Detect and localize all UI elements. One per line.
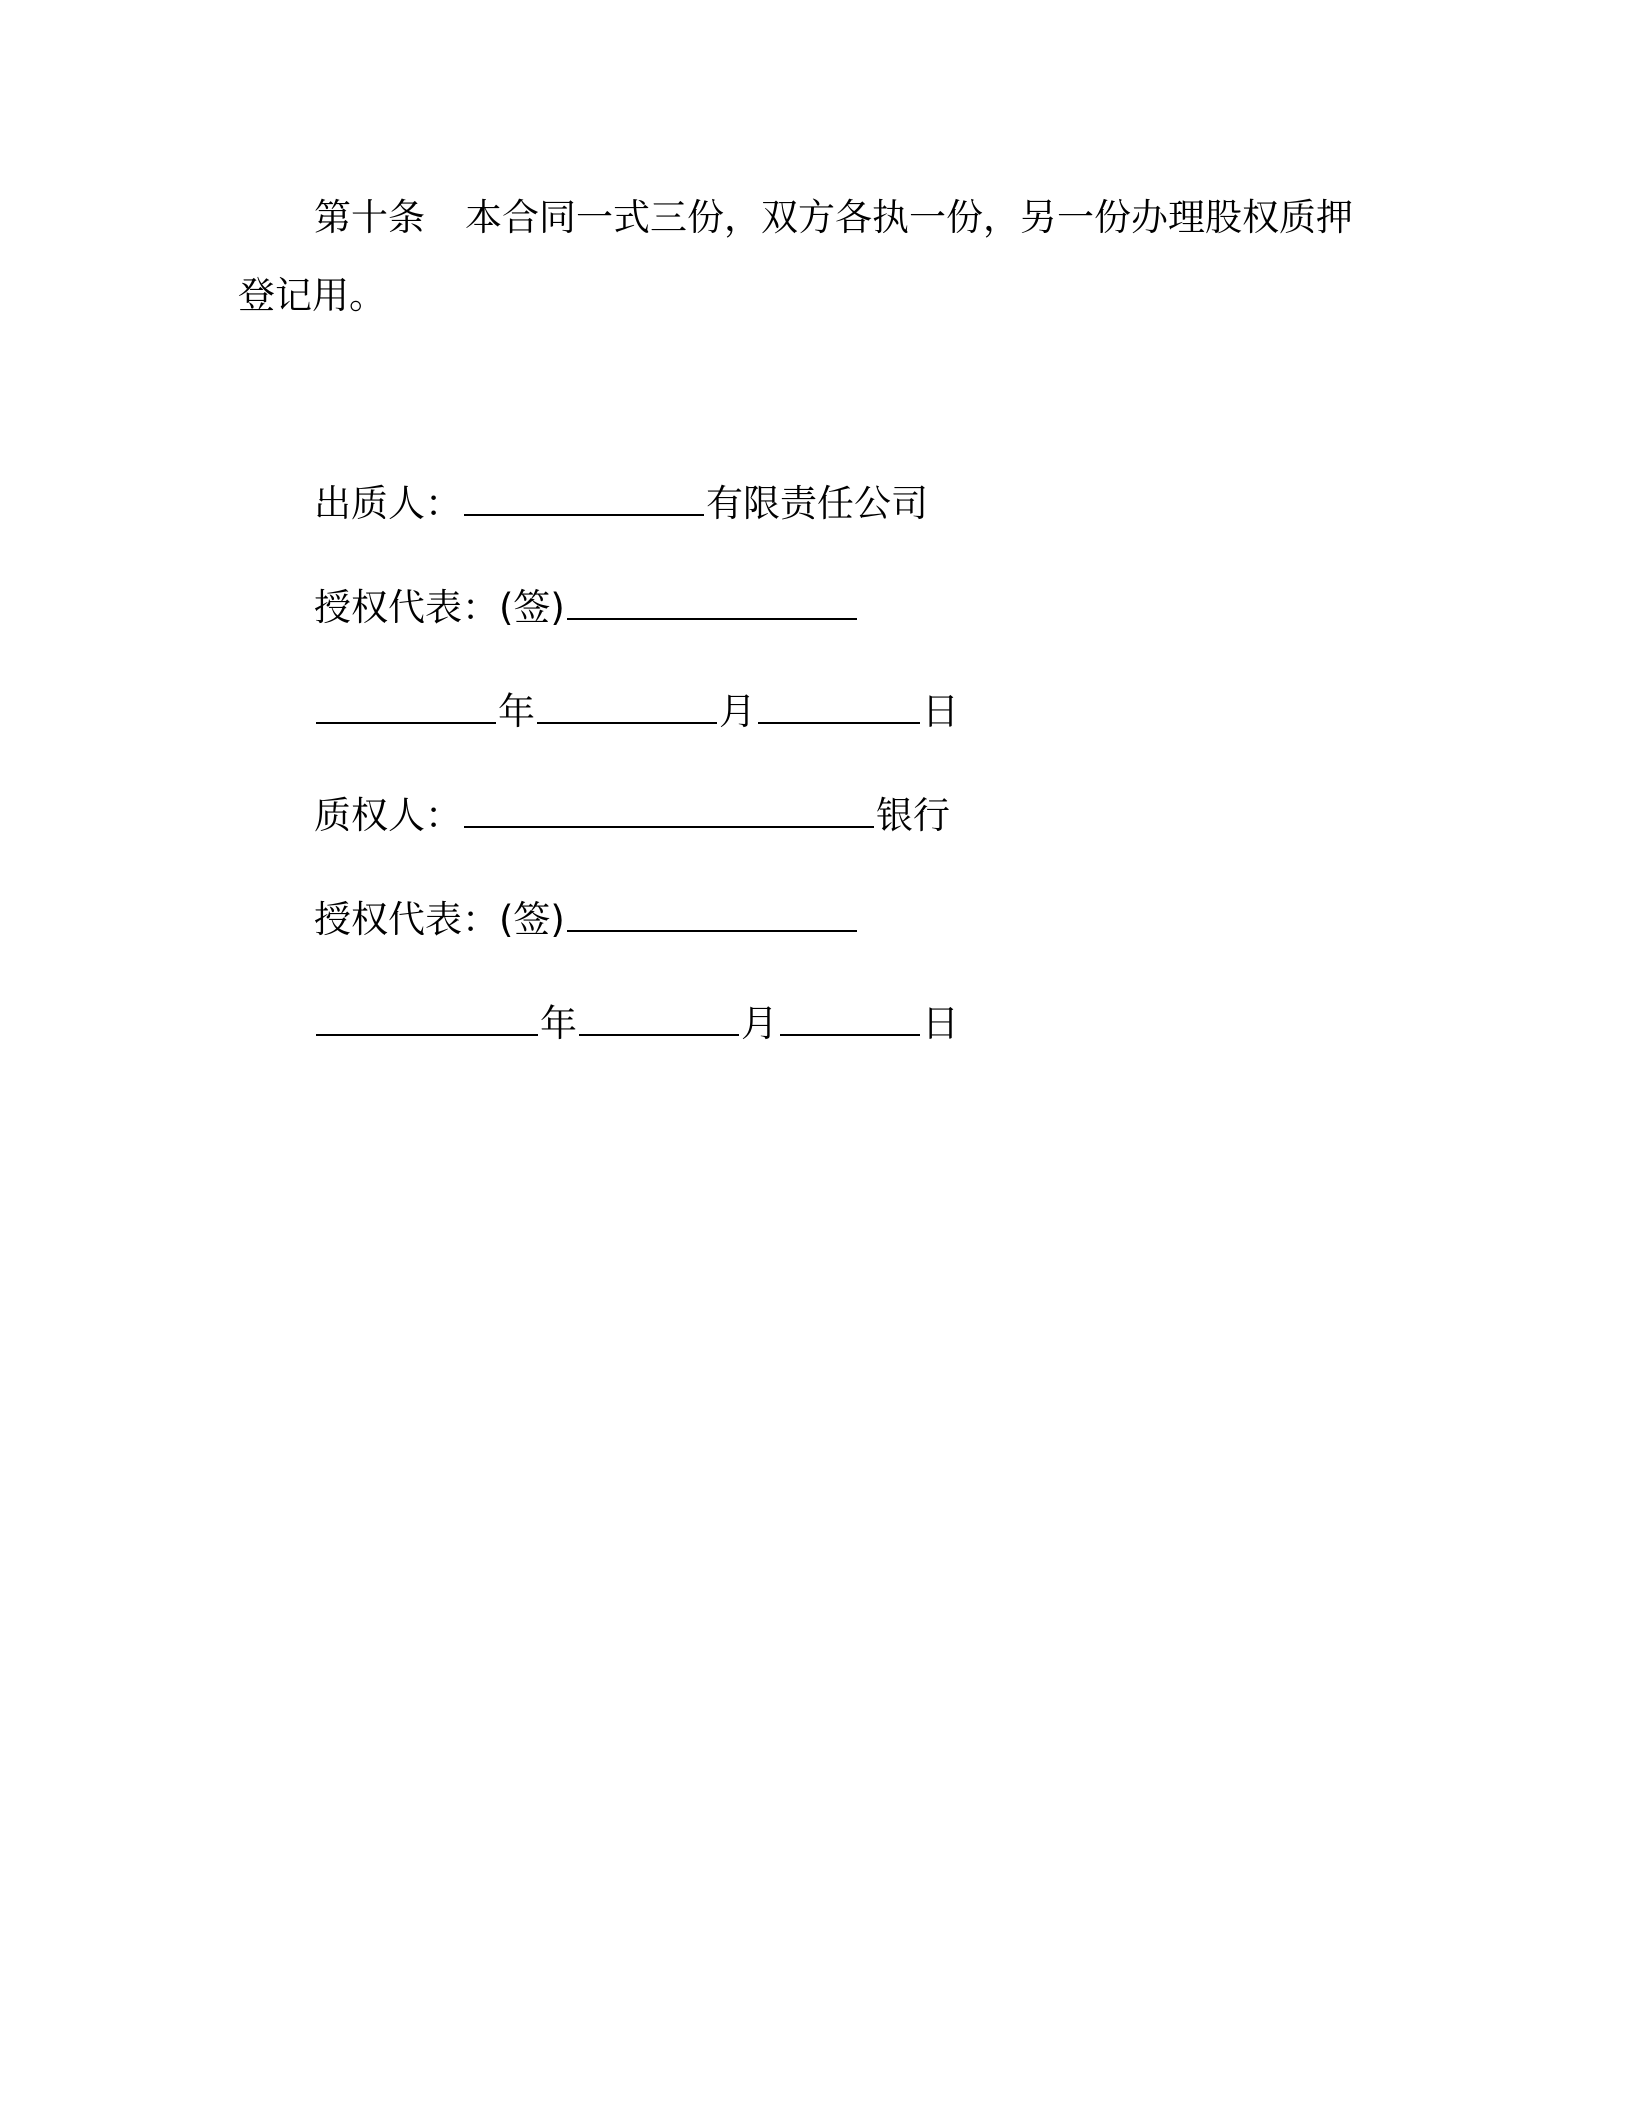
article-ten-line-1 [314, 196, 1353, 240]
pledgor-suffix: 有限责任公司 [706, 482, 928, 525]
pledgor-year-label: 年 [498, 690, 535, 733]
pledgee-signature-blank[interactable] [567, 894, 857, 932]
pledgee-day-label: 日 [922, 1002, 959, 1045]
pledgor-signature-blank[interactable] [567, 582, 857, 620]
pledgor-line [314, 478, 928, 526]
pledgee-year-label: 年 [540, 1002, 577, 1045]
article-text-line-1: 本合同一式三份，双方各执一份，另一份办理股权质押 [465, 196, 1353, 239]
pledgee-suffix: 银行 [876, 794, 950, 837]
pledgor-date-line [314, 686, 959, 734]
pledgor-month-label: 月 [719, 690, 756, 733]
pledgor-month-blank[interactable] [537, 686, 717, 724]
pledgee-representative-label: 授权代表：(签) [314, 898, 565, 941]
pledgee-month-label: 月 [741, 1002, 778, 1045]
pledgee-month-blank[interactable] [579, 998, 739, 1036]
article-ten-line-2 [238, 274, 386, 318]
pledgee-day-blank[interactable] [780, 998, 920, 1036]
pledgor-label: 出质人： [314, 482, 462, 525]
pledgor-year-blank[interactable] [316, 686, 496, 724]
pledgor-name-blank[interactable] [464, 478, 704, 516]
pledgee-date-line [314, 998, 959, 1046]
pledgee-line [314, 790, 950, 838]
pledgor-representative-line [314, 582, 859, 630]
pledgor-day-label: 日 [922, 690, 959, 733]
pledgee-name-blank[interactable] [464, 790, 874, 828]
pledgee-year-blank[interactable] [316, 998, 538, 1036]
pledgor-day-blank[interactable] [758, 686, 920, 724]
pledgee-label: 质权人： [314, 794, 462, 837]
pledgee-representative-line [314, 894, 859, 942]
article-text-line-2: 登记用。 [238, 274, 386, 317]
pledgor-representative-label: 授权代表：(签) [314, 586, 565, 629]
article-number: 第十条 [314, 196, 425, 239]
